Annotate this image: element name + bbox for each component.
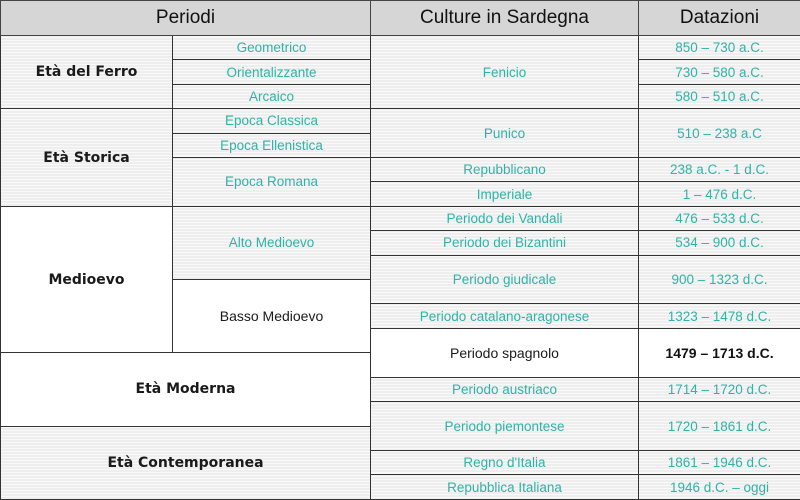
- culture-punico: Punico: [371, 109, 639, 158]
- date-cell: 730 – 580 a.C.: [639, 60, 800, 84]
- subperiod-arcaico: Arcaico: [173, 84, 371, 108]
- header-culture: Culture in Sardegna: [371, 1, 639, 36]
- date-cell: 238 a.C. - 1 d.C.: [639, 158, 800, 182]
- culture-fenicio: Fenicio: [371, 36, 639, 109]
- header-row: [1, 1, 800, 36]
- date-cell: 580 – 510 a.C.: [639, 84, 800, 108]
- culture-austriaco: Periodo austriaco: [371, 377, 639, 401]
- date-cell: 1861 – 1946 d.C.: [639, 450, 800, 474]
- date-cell: 1720 – 1861 d.C.: [639, 402, 800, 451]
- date-cell: 476 – 533 d.C.: [639, 206, 800, 230]
- header-periodi: Periodi: [1, 1, 371, 36]
- date-cell: 850 – 730 a.C.: [639, 36, 800, 60]
- subperiod-alto-medioevo: Alto Medioevo: [173, 206, 371, 279]
- date-cell: 1 – 476 d.C.: [639, 182, 800, 206]
- header-datazioni: Datazioni: [639, 1, 800, 36]
- date-cell: 1946 d.C. – oggi: [639, 475, 800, 500]
- subperiod-epoca-classica: Epoca Classica: [173, 109, 371, 133]
- period-eta-contemporanea: Età Contemporanea: [1, 426, 371, 500]
- culture-spagnolo: Periodo spagnolo: [371, 328, 639, 377]
- culture-giudicale: Periodo giudicale: [371, 255, 639, 304]
- date-cell: 1323 – 1478 d.C.: [639, 304, 800, 328]
- subperiod-epoca-romana: Epoca Romana: [173, 158, 371, 207]
- date-cell: 1479 – 1713 d.C.: [639, 328, 800, 377]
- date-cell: 510 – 238 a.C: [639, 109, 800, 158]
- period-eta-del-ferro: Età del Ferro: [1, 36, 173, 109]
- subperiod-epoca-ellenistica: Epoca Ellenistica: [173, 133, 371, 157]
- subperiod-orientalizzante: Orientalizzante: [173, 60, 371, 84]
- period-medioevo: Medioevo: [1, 206, 173, 352]
- culture-catalano-aragonese: Periodo catalano-aragonese: [371, 304, 639, 328]
- table-row: [1, 36, 800, 60]
- date-cell: 1714 – 1720 d.C.: [639, 377, 800, 401]
- subperiod-geometrico: Geometrico: [173, 36, 371, 60]
- culture-repubblicano: Repubblicano: [371, 158, 639, 182]
- date-cell: 900 – 1323 d.C.: [639, 255, 800, 304]
- culture-piemontese: Periodo piemontese: [371, 402, 639, 451]
- period-eta-storica: Età Storica: [1, 109, 173, 207]
- culture-imperiale: Imperiale: [371, 182, 639, 206]
- culture-bizantini: Periodo dei Bizantini: [371, 231, 639, 255]
- subperiod-basso-medioevo: Basso Medioevo: [173, 280, 371, 353]
- period-eta-moderna: Età Moderna: [1, 353, 371, 426]
- table-row: [1, 109, 800, 133]
- table-row: [1, 206, 800, 230]
- date-cell: 534 – 900 d.C.: [639, 231, 800, 255]
- culture-regno-italia: Regno d'Italia: [371, 450, 639, 474]
- culture-vandali: Periodo dei Vandali: [371, 206, 639, 230]
- culture-repubblica-italiana: Repubblica Italiana: [371, 475, 639, 500]
